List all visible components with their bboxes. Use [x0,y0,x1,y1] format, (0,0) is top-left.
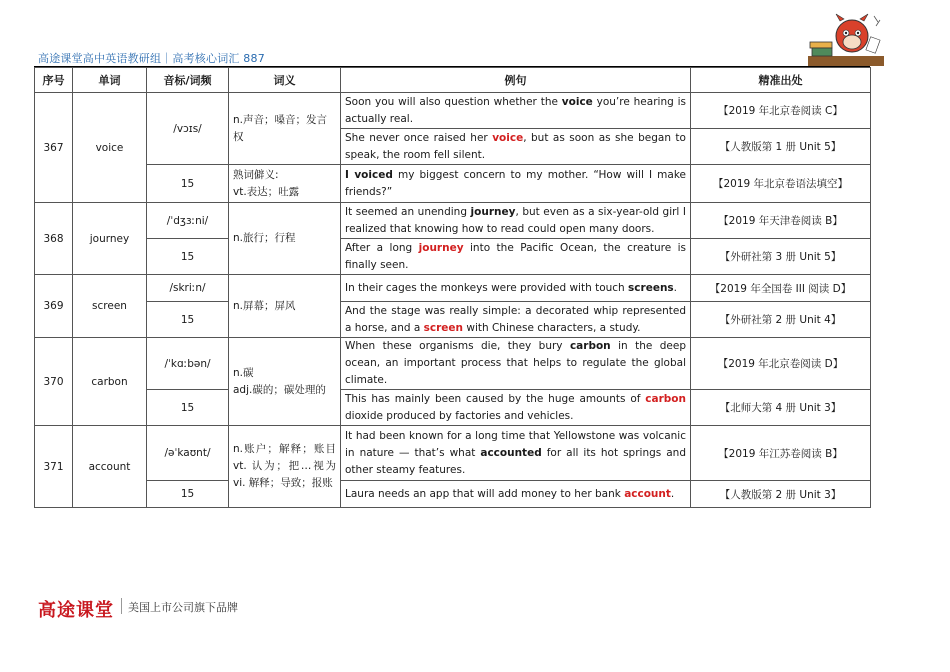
example-source: 【2019 年北京卷阅读 D】 [691,338,871,390]
example-source: 【2019 年天津卷阅读 B】 [691,203,871,239]
example-source: 【北师大第 4 册 Unit 3】 [691,390,871,426]
table-row [35,93,871,129]
example-source: 【2019 年江苏卷阅读 B】 [691,426,871,481]
example-sentence: When these organisms die, they bury carbon in the deep ocean, an important process that helps to regulate the global climate. [341,338,691,390]
entry-meaning-rare: 熟词僻义: vt.表达；吐露 [229,165,341,203]
example-source: 【人教版第 2 册 Unit 3】 [691,481,871,508]
example-source: 【2019 年全国卷 III 阅读 D】 [691,275,871,302]
entry-number: 368 [35,203,73,275]
mascot-illustration [806,12,886,68]
entry-number: 371 [35,426,73,508]
entry-phonetic: /skriːn/ [147,275,229,302]
table-row [35,426,871,481]
entry-frequency: 15 [147,302,229,338]
table-row [35,203,871,239]
example-source: 【2019 年北京卷语法填空】 [691,165,871,203]
vocabulary-table [34,67,871,508]
header-example: 例句 [341,68,691,93]
entry-word: screen [73,275,147,338]
entry-number: 369 [35,275,73,338]
example-sentence: This has mainly been caused by the huge amounts of carbon dioxide produced by factories and vehicles. [341,390,691,426]
entry-word: journey [73,203,147,275]
example-sentence: Laura needs an app that will add money to her bank account. [341,481,691,508]
table-row [35,338,871,390]
example-sentence: And the stage was really simple: a decorated whip represented a horse, and a screen with Chinese characters, a study. [341,302,691,338]
example-source: 【2019 年北京卷阅读 C】 [691,93,871,129]
entry-frequency: 15 [147,481,229,508]
entry-phonetic: /ˈkɑːbən/ [147,338,229,390]
brand-tagline: 美国上市公司旗下品牌 [128,601,238,614]
entry-number: 370 [35,338,73,426]
table-row [35,165,871,203]
entry-word: voice [73,93,147,203]
example-sentence: Soon you will also question whether the voice you’re hearing is actually real. [341,93,691,129]
example-sentence: In their cages the monkeys were provided with touch screens. [341,275,691,302]
entry-meaning: n.旅行；行程 [229,203,341,275]
example-sentence: It seemed an unending journey, but even as a six-year-old girl I realized that knowing how to read could open many doors. [341,203,691,239]
entry-word: account [73,426,147,508]
entry-meaning: n.声音；嗓音；发言权 [229,93,341,165]
table-header-row [35,68,871,93]
table-row [35,481,871,508]
entry-phonetic: /ˈdʒɜːni/ [147,203,229,239]
example-source: 【人教版第 1 册 Unit 5】 [691,129,871,165]
example-sentence: She never once raised her voice, but as soon as she began to speak, the room fell silent. [341,129,691,165]
footer-divider [121,598,122,614]
table-row [35,302,871,338]
entry-number: 367 [35,93,73,203]
entry-phonetic: /əˈkaʊnt/ [147,426,229,481]
entry-frequency: 15 [147,390,229,426]
entry-frequency: 15 [147,239,229,275]
brand-logo: 高途课堂 [38,600,114,621]
entry-frequency: 15 [147,165,229,203]
example-source: 【外研社第 3 册 Unit 5】 [691,239,871,275]
header-source: 精准出处 [691,68,871,93]
entry-meaning: n.碳 adj.碳的；碳处理的 [229,338,341,426]
header-phonetic-frequency: 音标/词频 [147,68,229,93]
entry-meaning: n.账户；解释；账目 vt. 认为；把…视为 vi. 解释；导致；报账 [229,426,341,508]
header-title: 高途课堂高中英语教研组｜高考核心词汇 887 [38,52,265,65]
example-sentence: After a long journey into the Pacific Ocean, the creature is finally seen. [341,239,691,275]
header-meaning: 词义 [229,68,341,93]
header-word: 单词 [73,68,147,93]
example-source: 【外研社第 2 册 Unit 4】 [691,302,871,338]
header-index: 序号 [35,68,73,93]
table-row [35,239,871,275]
table-row [35,275,871,302]
table-row [35,390,871,426]
example-sentence: I voiced my biggest concern to my mother. “How will I make friends?” [341,165,691,203]
entry-word: carbon [73,338,147,426]
entry-phonetic: /vɔɪs/ [147,93,229,165]
entry-meaning: n.屏幕；屏风 [229,275,341,338]
example-sentence: It had been known for a long time that Yellowstone was volcanic in nature — that’s what accounted for all its hot springs and other steamy features. [341,426,691,481]
